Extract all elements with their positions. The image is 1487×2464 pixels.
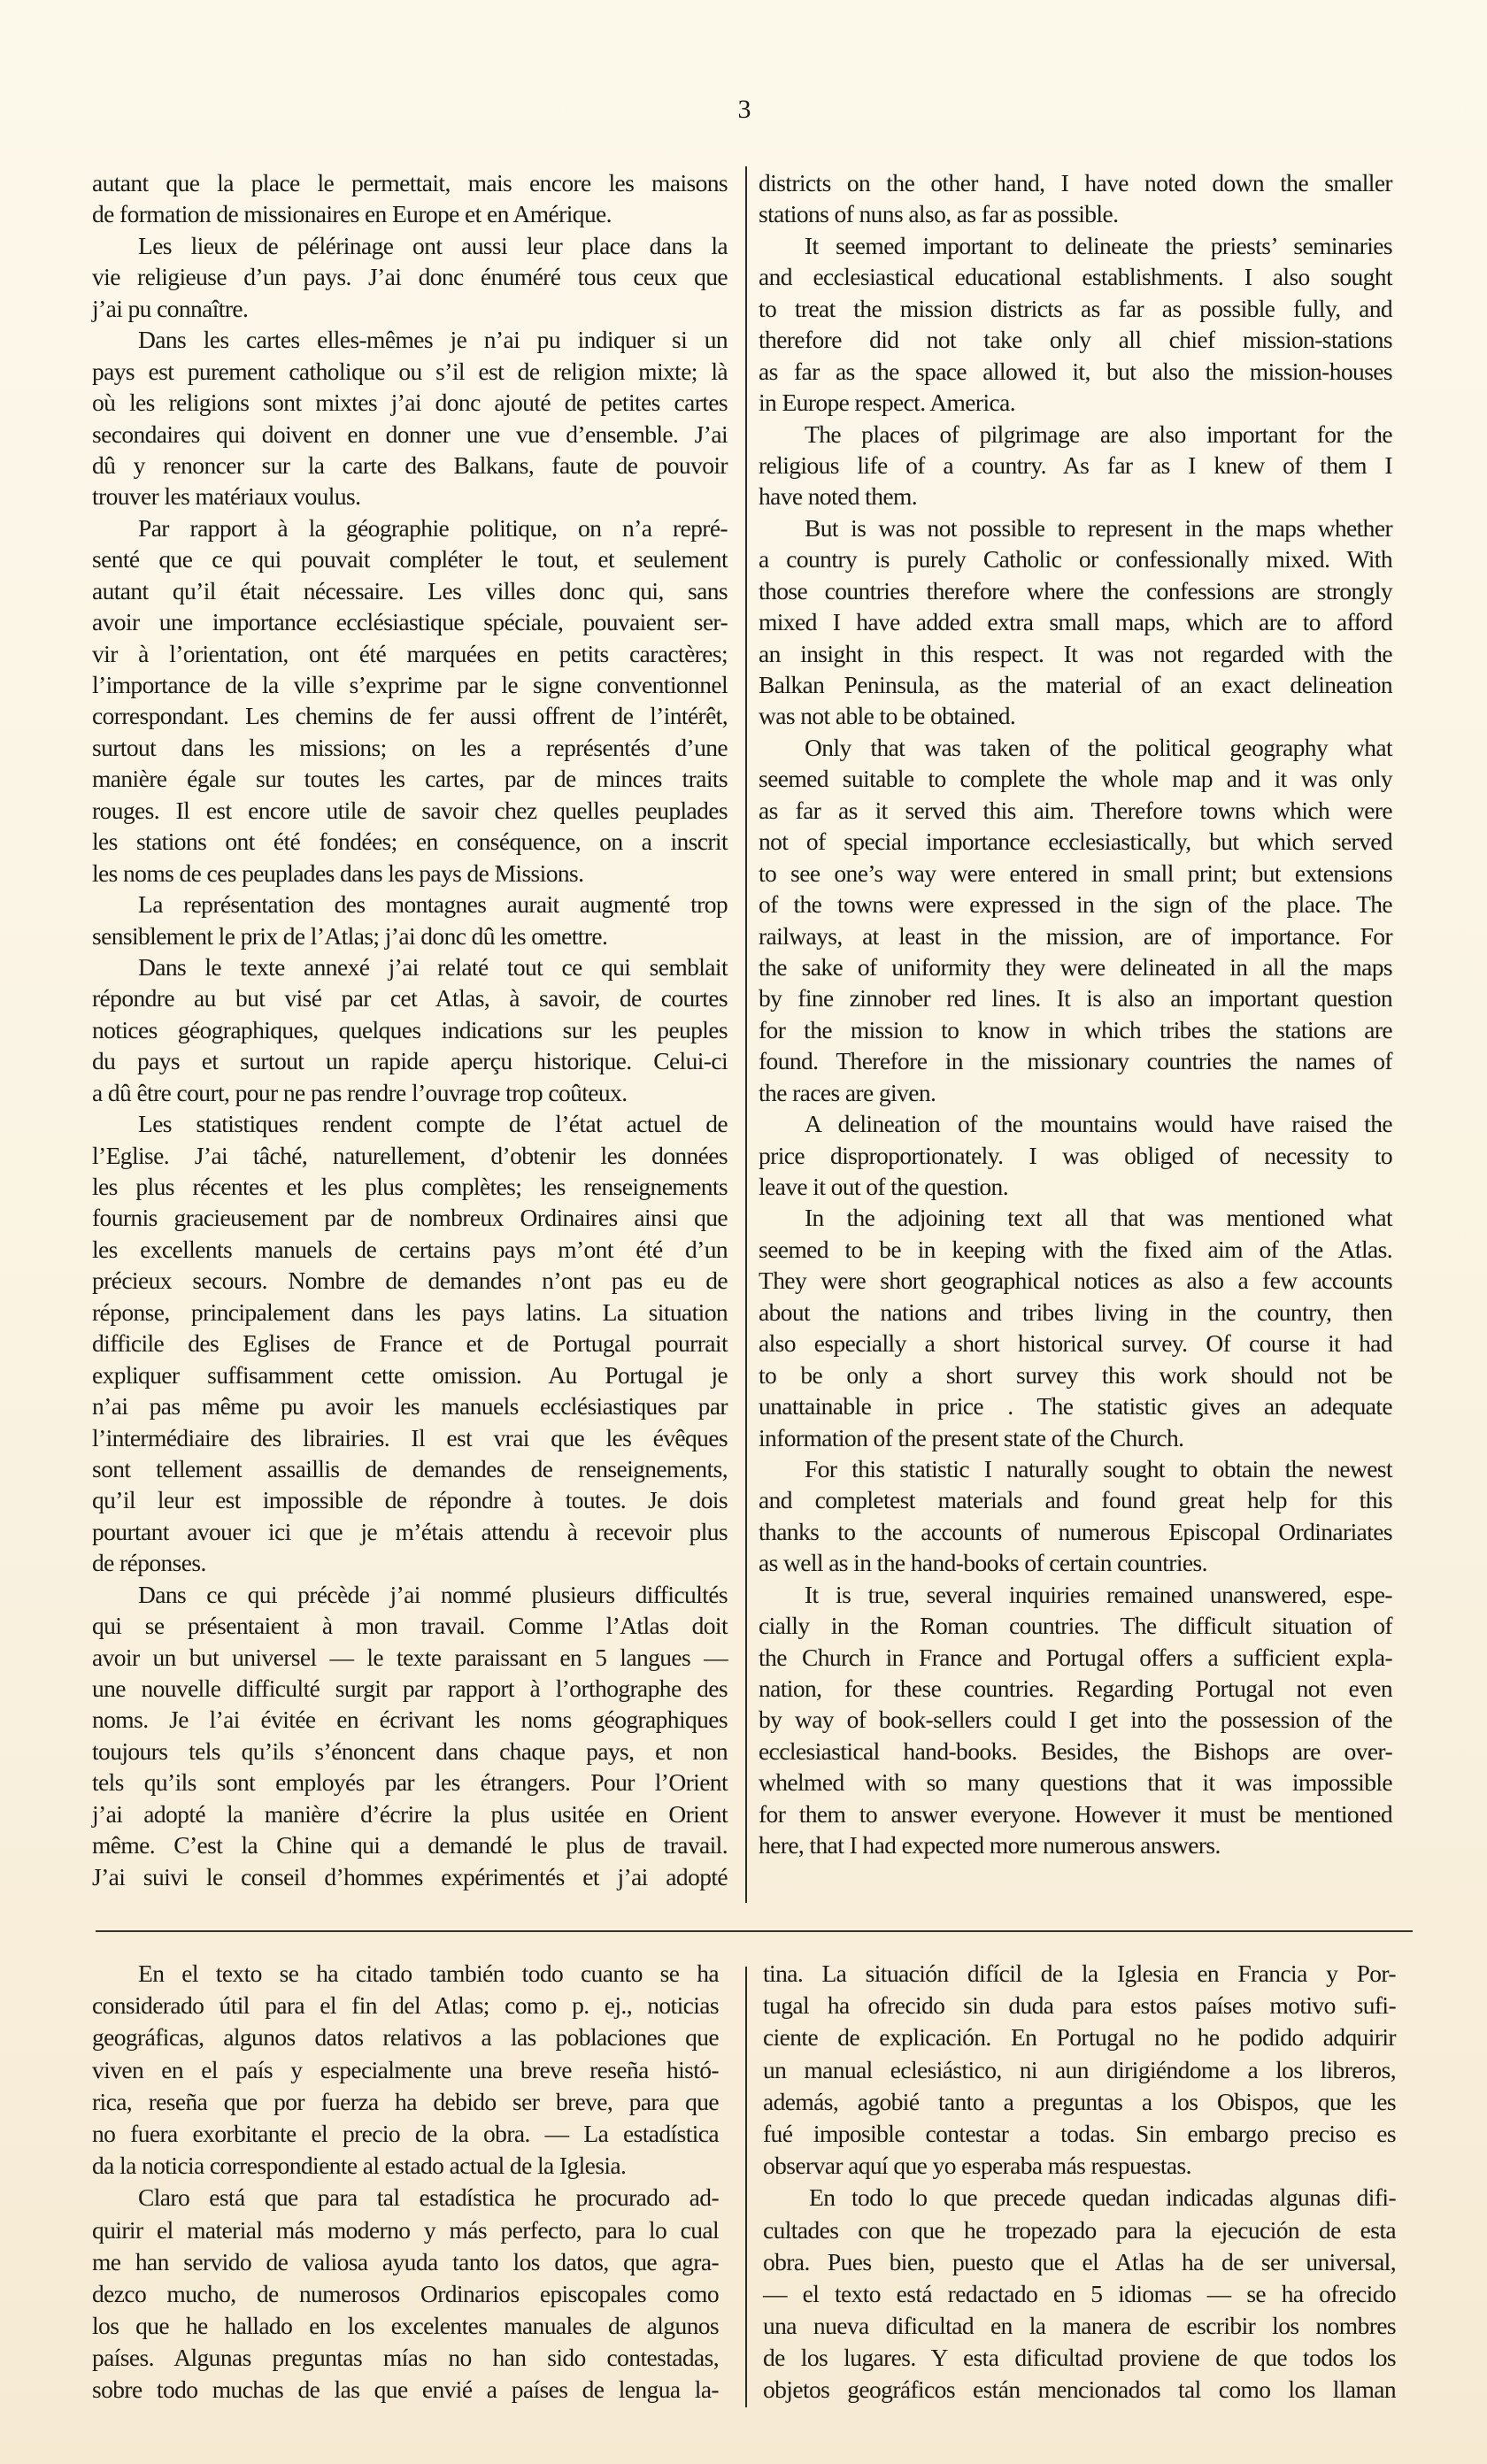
- text-line: toujours tels qu’ils s’énoncent dans chaque pays, et non: [92, 1736, 728, 1765]
- text-line: Dans ce qui précède j’ai nommé plusieurs difficultés: [138, 1580, 728, 1608]
- text-line: l’Eglise. J’ai tâché, naturellement, d’obtenir les données: [92, 1141, 728, 1169]
- text-line: qu’il leur est impossible de répondre à toutes. Je dois: [92, 1486, 728, 1514]
- text-line: de réponses.: [92, 1549, 206, 1577]
- text-line: Dans les cartes elles-mêmes je n’ai pu indiquer si un: [138, 326, 728, 354]
- text-line: In the adjoining text all that was mentioned what: [805, 1204, 1392, 1232]
- text-line: dezco mucho, de numerosos Ordinarios episcopales como: [92, 2279, 719, 2307]
- text-line: to see one’s way were entered in small print; but extensions: [759, 859, 1392, 887]
- text-line: Only that was taken of the political geography what: [805, 733, 1392, 761]
- text-line: rouges. Il est encore utile de savoir chez quelles peuplades: [92, 796, 728, 824]
- column-divider-lower: [745, 1967, 747, 2407]
- text-line: países. Algunas preguntas mías no han sido contestadas,: [92, 2344, 719, 2372]
- text-line: autant qu’il était nécessaire. Les villes donc qui, sans: [92, 576, 728, 604]
- text-line: pourtant avouer ici que je m’étais attendu à recevoir plus: [92, 1517, 728, 1545]
- text-line: noms. Je l’ai évitée en écrivant les noms géographiques: [92, 1706, 728, 1734]
- text-line: Claro está que para tal estadística he procurado ad-: [138, 2183, 719, 2212]
- text-line: an insight in this respect. It was not regarded with the: [759, 639, 1392, 667]
- text-line: as far as the space allowed it, but also the mission-houses: [759, 357, 1392, 385]
- text-line: dû y renoncer sur la carte des Balkans, faute de pouvoir: [92, 450, 728, 479]
- text-line: réponse, principalement dans les pays latins. La situation: [92, 1297, 728, 1326]
- text-line: sensiblement le prix de l’Atlas; j’ai donc dû les omettre.: [92, 921, 608, 950]
- text-line: tina. La situación difícil de la Iglesia en Francia y Por-: [763, 1960, 1396, 1987]
- text-line: ecclesiastical hand-books. Besides, the Bishops are over-: [759, 1736, 1392, 1765]
- text-line: But is was not possible to represent in the maps whether: [805, 513, 1392, 542]
- text-line: also especially a short historical survey. Of course it had: [759, 1329, 1392, 1358]
- text-line: districts on the other hand, I have noted down the smaller: [759, 169, 1392, 196]
- text-line: secondaires qui doivent en donner une vue d’ensemble. J’ai: [92, 420, 728, 448]
- text-line: and completest materials and found great help for this: [759, 1486, 1392, 1514]
- column-divider-upper: [745, 166, 747, 1903]
- text-line: même. C’est la Chine qui a demandé le plus de travail.: [92, 1831, 728, 1860]
- text-line: fournis gracieusement par de nombreux Ordinaires ainsi que: [92, 1204, 728, 1232]
- text-line: une nouvelle difficulté surgit par rapport à l’orthographe des: [92, 1675, 728, 1702]
- text-line: avoir un but universel — le texte paraissant en 5 langues —: [92, 1643, 728, 1671]
- text-line: trouver les matériaux voulus.: [92, 482, 361, 511]
- text-line: La représentation des montagnes aurait augmenté trop: [138, 890, 728, 919]
- text-line: have noted them.: [759, 482, 918, 511]
- text-line: una nueva dificultad en la manera de escribir los nombres: [763, 2312, 1396, 2340]
- text-line: Dans le texte annexé j’ai relaté tout ce qui semblait: [138, 952, 728, 981]
- text-line: fué imposible contestar a todas. Sin embargo preciso es: [763, 2119, 1396, 2147]
- text-line: de formation de missionaires en Europe et en Amérique.: [92, 200, 612, 228]
- text-line: by fine zinnober red lines. It is also an important question: [759, 984, 1392, 1013]
- text-line: tugal ha ofrecido sin duda para estos países motivo sufi-: [763, 1991, 1396, 2020]
- text-line: En todo lo que precede quedan indicadas algunas difi-: [809, 2183, 1396, 2212]
- text-line: les plus récentes et les plus complètes; les renseignements: [92, 1173, 728, 1200]
- section-rule: [96, 1930, 1413, 1932]
- text-line: to treat the mission districts as far as possible fully, and: [759, 294, 1392, 322]
- text-line: for the mission to know in which tribes the stations are: [759, 1015, 1392, 1043]
- text-line: où les religions sont mixtes j’ai donc ajouté de petites cartes: [92, 389, 728, 417]
- text-line: vir à l’orientation, ont été marquées en petits caractères;: [92, 639, 728, 667]
- text-line: objetos geográficos están mencionados tal como los llaman: [763, 2375, 1396, 2404]
- text-line: vie religieuse d’un pays. J’ai donc énuméré tous ceux que: [92, 263, 728, 291]
- text-line: además, agobié tanto a preguntas a los Obispos, que les: [763, 2087, 1396, 2115]
- text-line: n’ai pas même pu avoir les manuels ecclésiastiques par: [92, 1392, 728, 1421]
- text-line: précieux secours. Nombre de demandes n’ont pas eu de: [92, 1267, 728, 1295]
- page-number: 3: [737, 95, 751, 124]
- text-line: En el texto se ha citado también todo cuanto se ha: [138, 1960, 719, 1987]
- text-line: difficile des Eglises de France et de Portugal pourrait: [92, 1329, 728, 1358]
- text-line: quirir el material más moderno y más perfecto, para lo cual: [92, 2215, 719, 2244]
- text-line: me han servido de valiosa ayuda tanto los datos, que agra-: [92, 2247, 719, 2275]
- text-line: avoir une importance ecclésiastique spéciale, pouvaient ser-: [92, 608, 728, 636]
- text-line: répondre au but visé par cet Atlas, à savoir, de courtes: [92, 984, 728, 1013]
- text-line: For this statistic I naturally sought to obtain the newest: [805, 1454, 1392, 1482]
- text-line: to be only a short survey this work should not be: [759, 1360, 1392, 1389]
- column-english: [759, 167, 1392, 1861]
- text-line: They were short geographical notices as also a few accounts: [759, 1267, 1392, 1295]
- text-line: notices géographiques, quelques indications sur les peuples: [92, 1015, 728, 1043]
- text-line: da la noticia correspondiente al estado actual de la Iglesia.: [92, 2152, 627, 2180]
- text-line: geográficas, algunos datos relativos a las poblaciones que: [92, 2023, 719, 2052]
- text-line: was not able to be obtained.: [759, 702, 1016, 730]
- text-line: sobre todo muchas de las que envié a países de lengua la-: [92, 2375, 719, 2404]
- text-line: nation, for these countries. Regarding Portugal not even: [759, 1675, 1392, 1702]
- text-line: as well as in the hand-books of certain countries.: [759, 1549, 1207, 1577]
- column-french: [92, 167, 728, 1892]
- text-line: — el texto está redactado en 5 idiomas — se ha ofrecido: [763, 2279, 1396, 2307]
- text-line: un manual eclesiástico, ni aun dirigiéndome a los libreros,: [763, 2055, 1396, 2083]
- text-line: J’ai suivi le conseil d’hommes expérimentés et j’ai adopté: [92, 1862, 728, 1890]
- text-line: those countries therefore where the confessions are strongly: [759, 576, 1392, 604]
- text-line: for them to answer everyone. However it must be mentioned: [759, 1799, 1392, 1828]
- text-line: correspondant. Les chemins de fer aussi offrent de l’intérêt,: [92, 702, 728, 730]
- text-line: l’importance de la ville s’exprime par le signe conventionnel: [92, 671, 728, 698]
- text-line: The places of pilgrimage are also important for the: [805, 420, 1392, 448]
- text-line: religious life of a country. As far as I knew of them I: [759, 450, 1392, 479]
- text-line: a country is purely Catholic or confessionally mixed. With: [759, 545, 1392, 574]
- text-line: les excellents manuels de certains pays m’ont été d’un: [92, 1235, 728, 1263]
- text-line: thanks to the accounts of numerous Episcopal Ordinariates: [759, 1517, 1392, 1545]
- text-line: manière égale sur toutes les cartes, par de minces traits: [92, 765, 728, 793]
- text-line: j’ai adopté la manière d’écrire la plus usitée en Orient: [92, 1799, 728, 1828]
- text-line: in Europe respect. America.: [759, 389, 1015, 417]
- text-line: no fuera exorbitante el precio de la obra. — La estadística: [92, 2119, 719, 2147]
- text-line: Par rapport à la géographie politique, on n’a repré-: [138, 513, 728, 542]
- text-line: sont tellement assaillis de demandes de renseignements,: [92, 1454, 728, 1482]
- text-line: It seemed important to delineate the priests’ seminaries: [805, 231, 1392, 259]
- text-line: by way of book-sellers could I get into the possession of the: [759, 1706, 1392, 1734]
- text-line: not of special importance ecclesiastically, but which served: [759, 828, 1392, 856]
- text-line: les noms de ces peuplades dans les pays de Missions.: [92, 859, 584, 887]
- text-line: price disproportionately. I was obliged of necessity to: [759, 1141, 1392, 1169]
- text-line: los que he hallado en los excelentes manuales de algunos: [92, 2312, 719, 2340]
- text-line: mixed I have added extra small maps, which are to afford: [759, 608, 1392, 636]
- text-line: cially in the Roman countries. The difficult situation of: [759, 1612, 1392, 1640]
- text-line: ciente de explicación. En Portugal no he podido adquirir: [763, 2023, 1396, 2052]
- text-line: It is true, several inquiries remained unanswered, espe-: [805, 1580, 1392, 1608]
- text-line: observar aquí que yo esperaba más respuestas.: [763, 2152, 1191, 2180]
- text-line: railways, at least in the mission, are of importance. For: [759, 921, 1392, 950]
- text-line: stations of nuns also, as far as possible.: [759, 200, 1119, 228]
- text-line: about the nations and tribes living in the country, then: [759, 1297, 1392, 1326]
- text-line: expliquer suffisamment cette omission. Au Portugal je: [92, 1360, 728, 1389]
- text-line: viven en el país y especialmente una breve reseña histó-: [92, 2055, 719, 2083]
- text-line: du pays et surtout un rapide aperçu historique. Celui-ci: [92, 1047, 728, 1075]
- text-line: seemed to be in keeping with the fixed aim of the Atlas.: [759, 1235, 1392, 1263]
- text-line: l’intermédiaire des librairies. Il est vrai que les évêques: [92, 1423, 728, 1451]
- text-line: seemed suitable to complete the whole map and it was only: [759, 765, 1392, 793]
- text-line: unattainable in price . The statistic gives an adequate: [759, 1392, 1392, 1421]
- text-line: Balkan Peninsula, as the material of an exact delineation: [759, 671, 1392, 698]
- text-line: Les statistiques rendent compte de l’état actuel de: [138, 1110, 728, 1138]
- text-line: surtout dans les missions; on les a représentés d’une: [92, 733, 728, 761]
- text-line: therefore did not take only all chief mission-stations: [759, 326, 1392, 354]
- text-line: rica, reseña que por fuerza ha debido ser breve, para que: [92, 2087, 719, 2115]
- text-line: considerado útil para el fin del Atlas; como p. ej., noticias: [92, 1991, 719, 2020]
- text-line: found. Therefore in the missionary countries the names of: [759, 1047, 1392, 1075]
- text-line: obra. Pues bien, puesto que el Atlas ha de ser universal,: [763, 2247, 1396, 2275]
- text-line: the sake of uniformity they were delineated in all the maps: [759, 952, 1392, 981]
- text-line: information of the present state of the Church.: [759, 1423, 1184, 1451]
- text-line: leave it out of the question.: [759, 1173, 1008, 1200]
- text-line: pays est purement catholique ou s’il est de religion mixte; là: [92, 357, 728, 385]
- text-line: j’ai pu connaître.: [92, 294, 249, 322]
- text-line: qui se présentaient à mon travail. Comme l’Atlas doit: [92, 1612, 728, 1640]
- text-line: senté que ce qui pouvait compléter le tout, et seulement: [92, 545, 728, 574]
- text-line: Les lieux de pélérinage ont aussi leur place dans la: [138, 231, 728, 259]
- text-line: a dû être court, pour ne pas rendre l’ouvrage trop coûteux.: [92, 1078, 628, 1106]
- text-line: de los lugares. Y esta dificultad proviene de que todos los: [763, 2344, 1396, 2372]
- text-line: the Church in France and Portugal offers a sufficient expla-: [759, 1643, 1392, 1671]
- text-line: and ecclesiastical educational establishments. I also sought: [759, 263, 1392, 291]
- text-line: here, that I had expected more numerous answers.: [759, 1831, 1221, 1860]
- text-line: A delineation of the mountains would have raised the: [805, 1110, 1392, 1138]
- text-line: whelmed with so many questions that it was impossible: [759, 1768, 1392, 1797]
- text-line: autant que la place le permettait, mais encore les maisons: [92, 169, 728, 196]
- text-line: les stations ont été fondées; en conséquence, on a inscrit: [92, 828, 728, 856]
- column-spanish-right: [763, 1958, 1396, 2406]
- text-line: cultades con que he tropezado para la ejecución de esta: [763, 2215, 1396, 2244]
- column-spanish-left: [92, 1958, 719, 2406]
- text-line: of the towns were expressed in the sign of the place. The: [759, 890, 1392, 919]
- text-line: as far as it served this aim. Therefore towns which were: [759, 796, 1392, 824]
- text-line: tels qu’ils sont employés par les étrangers. Pour l’Orient: [92, 1768, 728, 1797]
- text-line: the races are given.: [759, 1078, 936, 1106]
